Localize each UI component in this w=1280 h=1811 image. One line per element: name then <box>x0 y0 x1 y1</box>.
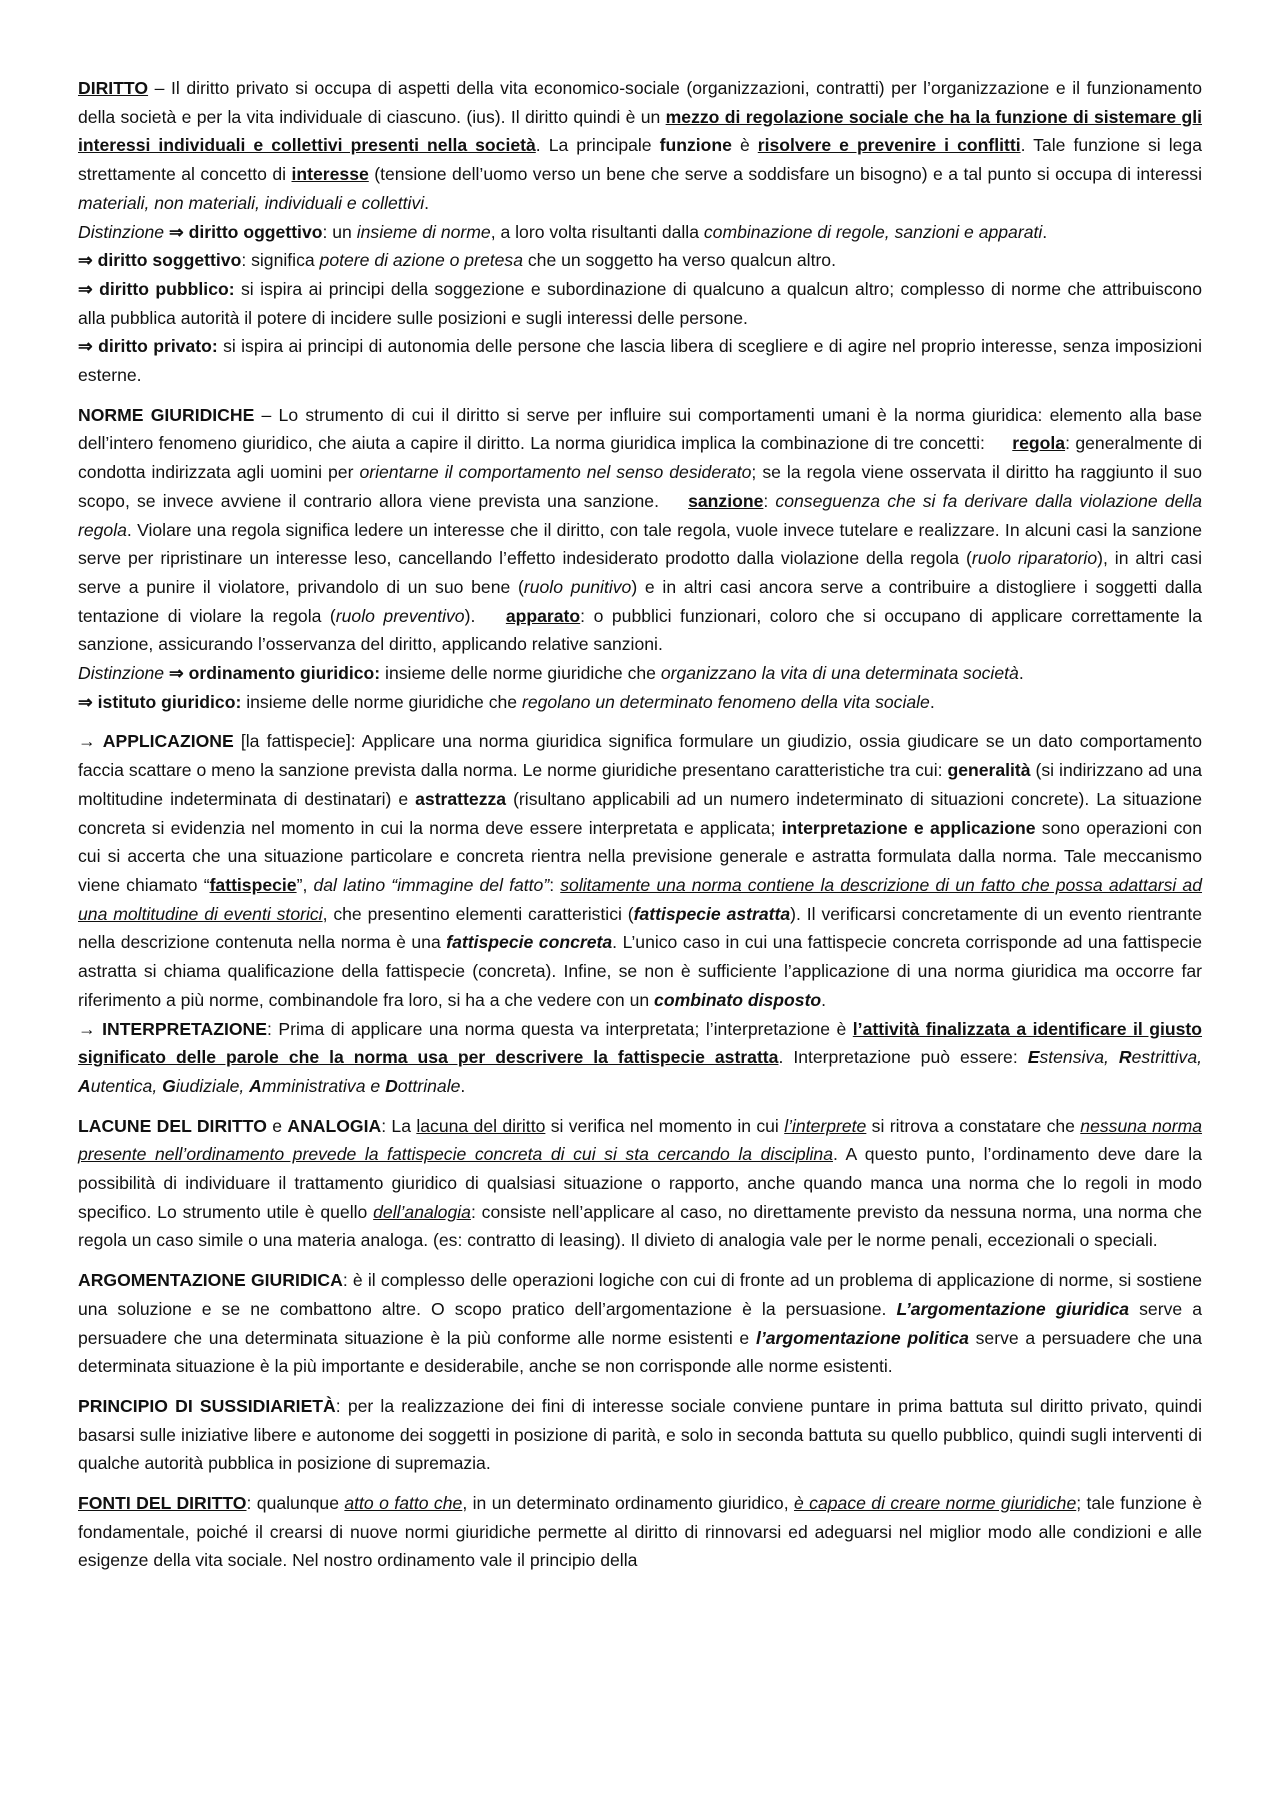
text-run: R <box>1118 1047 1132 1068</box>
text-run: insieme delle norme giuridiche che <box>380 663 661 684</box>
text-run: . Violare una regola significa ledere un interesse che il diritto, con tale regola, vuole invece tutelare e realizzare. In alcuni casi la sanzione serve per ripristinare un interesse leso, cancellando l’effetto indesiderato prodotto dalla violazione della regola ( <box>78 519 1202 569</box>
text-run: : per la realizzazione dei fini di interesse sociale conviene puntare in prima battuta sul diritto privato, quindi basarsi sulle iniziative libere e autonome dei soggetti in posizione di parità, e solo in seconda battuta su quello pubblico, quindi sugli interventi di qualche autorità pubblica in posizione di supremazia. <box>78 1395 1202 1474</box>
text-run: ; tale funzione è fondamentale, poiché il crearsi di nuove normi giuridiche permette al diritto di rinnovarsi ed adeguarsi nel miglior modo alle condizioni e alle esigenze della vita sociale. Nel nostro ordinamento vale il principio della <box>78 1493 1202 1571</box>
text-run: : generalmente di condotta indirizzata agli uomini per <box>78 433 1202 483</box>
text-run: combinazione di regole, sanzioni e apparati <box>703 221 1043 242</box>
text-run: è capace di creare norme giuridiche <box>793 1493 1077 1514</box>
paragraph-fonti-del-diritto <box>78 1489 1202 1575</box>
text-run: l’attività finalizzata a identificare il giusto significato delle parole che la norma usa per descrivere la fattispecie astratta <box>78 1018 1203 1068</box>
text-run: FONTI DEL DIRITTO <box>78 1493 247 1514</box>
text-run: ottrinale <box>397 1075 461 1096</box>
text-run: regolano un determinato fenomeno della vita sociale <box>521 691 930 712</box>
text-run: fattispecie <box>209 874 297 895</box>
text-run: stensiva, <box>1039 1047 1119 1068</box>
text-run: ruolo riparatorio <box>971 548 1098 569</box>
text-run: Distinzione <box>78 663 165 684</box>
text-run: INTERPRETAZIONE <box>102 1018 267 1039</box>
text-run: ”, <box>296 874 314 895</box>
text-run: ruolo preventivo <box>335 605 465 626</box>
text-run: ⇒ <box>78 336 99 357</box>
text-run: l’argomentazione politica <box>755 1327 969 1348</box>
text-run: estrittiva, <box>1131 1047 1202 1068</box>
text-run: nessuna norma presente nell’ordinamento prevede la fattispecie concreta di cui si sta cercando la disciplina <box>78 1115 1203 1165</box>
text-run: potere di azione o pretesa <box>319 250 523 271</box>
text-run: organizzano la vita di una determinata società <box>660 663 1019 684</box>
text-run: interpretazione e applicazione <box>781 817 1036 838</box>
text-run: DIRITTO <box>78 78 149 98</box>
text-run: , in un determinato ordinamento giuridico, <box>462 1493 794 1514</box>
text-run: : o pubblici funzionari, coloro che si occupano di applicare correttamente la sanzione, assicurando l’osservanza del diritto, applicando relative sanzioni. <box>78 605 1202 655</box>
paragraph-interpretazione <box>78 1015 1202 1101</box>
text-run: ⇒ <box>164 221 189 242</box>
text-run: insieme delle norme giuridiche che <box>241 691 522 712</box>
text-run: . <box>929 691 935 712</box>
text-run: : <box>763 490 776 511</box>
text-run: funzione <box>659 135 732 156</box>
text-run: – Lo strumento di cui il diritto si serve per influire sui comportamenti umani è la norma giuridica: elemento alla base dell’intero fenomeno giuridico, che aiuta a capire il diritto. La norma giuridica implica la combinazione di tre concetti: <box>78 404 1202 454</box>
text-run: ). <box>464 605 484 626</box>
text-run: : un <box>322 221 357 242</box>
text-run: risolvere e prevenire i conflitti <box>757 135 1021 156</box>
text-run: regola <box>1012 433 1066 454</box>
text-run: : consiste nell’applicare al caso, no direttamente previsto da nessuna norma, una norma che regola un caso simile o una materia analoga. (es: contratto di leasing). Il divieto di analogia vale per le norme penali, eccezionali o speciali. <box>78 1201 1202 1251</box>
text-run: ), in altri casi serve a punire il violatore, privandolo di un suo bene ( <box>78 548 1203 597</box>
paragraph-applicazione <box>78 727 1202 1014</box>
paragraph-diritto <box>78 74 1202 218</box>
text-run: apparato <box>505 605 581 626</box>
text-run: si ispira ai principi di autonomia delle persone che lascia libera di scegliere e di agire nel proprio interesse, senza imposizioni esterne. <box>78 336 1202 386</box>
text-run: diritto pubblico: <box>99 278 235 299</box>
text-run: fattispecie concreta <box>446 932 613 953</box>
text-run: [la fattispecie]: Applicare una norma giuridica significa formulare un giudizio, ossia giudicare se un dato comportamento faccia scattare o meno la sanzione prevista dalla norma. Le norme giuridiche presentano caratteristiche tra cui: <box>78 731 1202 781</box>
text-run: l’interprete <box>784 1115 867 1136</box>
text-run: si ritrova a constatare che <box>866 1115 1081 1136</box>
text-run: dell’analogia <box>373 1201 471 1222</box>
text-run: . <box>821 989 827 1010</box>
text-run: si ispira ai principi della soggezione e subordinazione di qualcuno a qualcun altro; complesso di norme che attribuiscono alla pubblica autorità il potere di incidere sulle posizioni e sugli interessi delle persone. <box>78 278 1202 328</box>
text-run: (tensione dell’uomo verso un bene che serve a soddisfare un bisogno) e a tal punto si occupa di interessi <box>368 164 1202 185</box>
text-run: A <box>78 1075 91 1096</box>
text-run: NORME GIURIDICHE <box>78 404 255 425</box>
paragraph-principio-sussidiarieta <box>78 1392 1202 1478</box>
text-run: (si indirizzano ad una moltitudine indeterminata di destinatari) e <box>78 760 1202 809</box>
text-run: si verifica nel momento in cui <box>545 1115 785 1136</box>
text-run: ) e in altri casi ancora serve a contribuire a distogliere i soggetti dalla tentazione di violare la regola ( <box>78 576 1202 626</box>
text-run: materiali, non materiali, individuali e collettivi <box>78 192 425 213</box>
text-run: combinato disposto <box>654 989 822 1010</box>
text-run: Distinzione <box>78 221 165 242</box>
text-run: diritto oggettivo <box>188 221 323 242</box>
paragraph-diritto-oggettivo <box>78 218 1202 247</box>
text-run: . <box>460 1075 466 1096</box>
text-run: ANALOGIA <box>287 1115 382 1136</box>
text-run: → <box>78 731 103 752</box>
text-run: → <box>78 1018 103 1039</box>
text-run: diritto privato: <box>98 336 218 357</box>
text-run: conseguenza che si fa derivare dalla violazione della regola <box>78 490 1202 540</box>
text-run: . <box>1042 221 1048 242</box>
text-run: : significa <box>241 250 320 271</box>
text-run: ; se la regola viene osservata il diritto ha raggiunto il suo scopo, se invece avviene il contrario allora viene prevista una sanzione. <box>78 462 1202 511</box>
text-run: D <box>385 1075 398 1096</box>
text-run: ruolo punitivo <box>523 576 632 597</box>
text-run: astrattezza <box>415 788 507 809</box>
paragraph-ordinamento-giuridico <box>78 659 1202 688</box>
text-run: L’argomentazione giuridica <box>896 1298 1130 1319</box>
text-run: sono operazioni con cui si accerta che una situazione particolare e concreta rientra nella previsione generale e astratta formulata dalla norma. Tale meccanismo viene chiamato “ <box>78 817 1202 895</box>
text-run: . Interpretazione può essere: <box>778 1047 1028 1068</box>
text-run: . A questo punto, l’ordinamento deve dare la possibilità di individuare il trattamento giuridico di qualsiasi situazione o rapporto, anche quando manca una norma che lo regoli in modo specifico. Lo strumento utile è quello <box>78 1144 1202 1222</box>
text-run: ARGOMENTAZIONE GIURIDICA <box>78 1270 343 1291</box>
text-run: : Prima di applicare una norma questa va interpretata; l’interpretazione è <box>266 1018 853 1039</box>
document-page <box>78 74 1202 1575</box>
text-run: atto o fatto che <box>344 1493 463 1514</box>
text-run: sanzione <box>688 490 764 511</box>
text-run: è <box>731 135 758 156</box>
text-run: . <box>424 192 430 213</box>
text-run: (risultano applicabili ad un numero indeterminato di situazioni concrete). La situazione concreta si evidenzia nel momento in cui la norma deve essere interpretata e applicata; <box>78 788 1202 838</box>
paragraph-diritto-privato <box>78 332 1202 389</box>
text-run: insieme di norme <box>356 221 491 242</box>
text-run: PRINCIPIO DI SUSSIDIARIETÀ <box>78 1395 336 1416</box>
paragraph-diritto-pubblico <box>78 275 1202 332</box>
text-run: interesse <box>291 164 369 185</box>
text-run: serve a persuadere che una determinata situazione è la più conforme alle norme esistenti e <box>78 1298 1202 1348</box>
text-run: ordinamento giuridico: <box>188 663 381 684</box>
text-run: orientarne il comportamento nel senso desiderato <box>359 462 752 483</box>
text-run: APPLICAZIONE <box>102 731 234 752</box>
text-run: ⇒ <box>78 691 98 712</box>
text-run: – Il diritto privato si occupa di aspetti della vita economico-sociale (organizzazioni, contratti) per l’organizzazione e il funzionamento della società e per la vita individuale di ciascuno. (ius). Il diritto quindi è un <box>78 78 1202 127</box>
text-run: , che presentino elementi caratteristici ( <box>322 903 634 924</box>
paragraph-diritto-soggettivo <box>78 246 1202 275</box>
text-run: LACUNE DEL DIRITTO <box>78 1115 267 1136</box>
text-run: . Tale funzione si lega strettamente al concetto di <box>78 135 1202 185</box>
text-run: : è il complesso delle operazioni logiche con cui di fronte ad un problema di applicazione di norme, si sostiene una soluzione e se ne combattono altre. O scopo pratico dell’argomentazione è la persuasione. <box>78 1270 1202 1319</box>
text-run: serve a persuadere che una determinata situazione è la più importante e desiderabile, anche se non corrisponde alle norme esistenti. <box>78 1327 1202 1377</box>
text-run: . <box>1018 663 1024 684</box>
text-run: dal latino “immagine del fatto” <box>313 874 550 895</box>
text-run: utentica, <box>90 1075 163 1096</box>
text-run: : La <box>381 1115 417 1136</box>
text-run: G <box>162 1075 176 1096</box>
text-run: che un soggetto ha verso qualcun altro. <box>523 250 836 271</box>
paragraph-norme-giuridiche <box>78 401 1202 659</box>
text-run: ⇒ <box>78 250 98 271</box>
text-run: , a loro volta risultanti dalla <box>490 221 704 242</box>
text-run: . La principale <box>535 135 660 156</box>
text-run: ). Il verificarsi concretamente di un evento rientrante nella descrizione contenuta nella norma è una <box>78 903 1202 953</box>
text-run: mezzo di regolazione sociale che ha la funzione di sistemare gli interessi individuali e collettivi presenti nella società <box>78 106 1202 156</box>
text-run: e <box>266 1115 288 1136</box>
text-run: solitamente una norma contiene la descrizione di un fatto che possa adattarsi ad una moltitudine di eventi storici <box>78 874 1202 924</box>
text-run: diritto soggettivo <box>97 250 242 271</box>
text-run: : qualunque <box>246 1493 345 1514</box>
text-run: mministrativa e <box>261 1075 386 1096</box>
text-run: ⇒ <box>78 278 100 299</box>
paragraph-argomentazione-giuridica <box>78 1266 1202 1381</box>
text-run: lacuna del diritto <box>416 1115 546 1136</box>
text-run: iudiziale, <box>175 1075 250 1096</box>
text-run: ⇒ <box>164 663 189 684</box>
text-run: . L’unico caso in cui una fattispecie concreta corrisponde ad una fattispecie astratta si chiama qualificazione della fattispecie (concreta). Infine, se non è sufficiente l’applicazione di una norma giuridica ma occorre far riferimento a più norme, combinandole fra loro, si ha a che vedere con un <box>78 932 1202 1010</box>
text-run: istituto giuridico: <box>97 691 242 712</box>
text-run: : <box>549 874 561 895</box>
text-run: fattispecie astratta <box>633 903 791 924</box>
text-run: E <box>1027 1047 1040 1068</box>
paragraph-istituto-giuridico <box>78 688 1202 717</box>
text-run: A <box>249 1075 262 1096</box>
text-run: generalità <box>947 760 1031 781</box>
paragraph-lacune-analogia <box>78 1112 1202 1256</box>
